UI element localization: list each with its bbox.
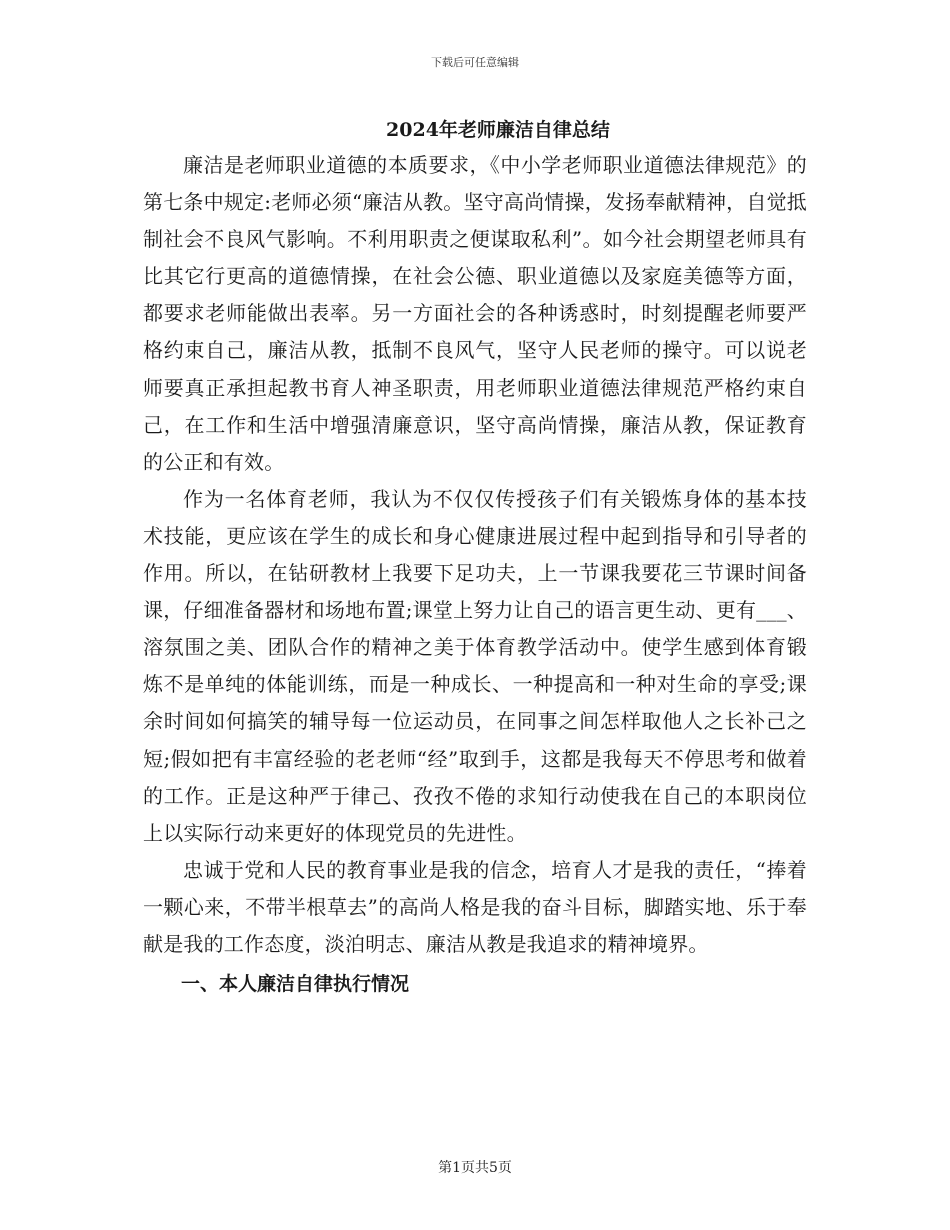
page-header-note: 下载后可任意编辑 [431,56,519,69]
paragraph-3: 忠诚于党和人民的教育事业是我的信念，培育人才是我的责任，“捧着一颗心来，不带半根草去”的高尚人格是我的奋斗目标，脚踏实地、乐于奉献是我的工作态度，淡泊明志、廉洁从教是我追求的精神境界。 [143,857,807,956]
document-body [143,147,807,1003]
paragraph-1: 廉洁是老师职业道德的本质要求，《中小学老师职业道德法律规范》的第七条中规定:老师必须“廉洁从教。坚守高尚情操，发扬奉献精神，自觉抵制社会不良风气影响。不利用职责之便谋取私利”。如今社会期望老师具有比其它行更高的道德情操，在社会公德、职业道德以及家庭美德等方面，都要求老师能做出表率。另一方面社会的各种诱惑时，时刻提醒老师要严格约束自己，廉洁从教，抵制不良风气，坚守人民老师的操守。可以说老师要真正承担起教书育人神圣职责，用老师职业道德法律规范严格约束自己，在工作和生活中增强清廉意识，坚守高尚情操，廉洁从教，保证教育的公正和有效。 [143,153,807,474]
section-heading: 一、本人廉洁自律执行情况 [181,973,410,996]
document-title: 2024年老师廉洁自律总结 [386,119,610,141]
paragraph-2: 作为一名体育老师，我认为不仅仅传授孩子们有关锻炼身体的基本技术技能，更应该在学生的成长和身心健康进展过程中起到指导和引导者的作用。所以，在钻研教材上我要下足功夫，上一节课我要花三节课时间备课，仔细准备器材和场地布置;课堂上努力让自己的语言更生动、更有___、溶氛围之美、团队合作的精神之美于体育教学活动中。使学生感到体育锻炼不是单纯的体能训练，而是一种成长、一种提高和一种对生命的享受;课余时间如何搞笑的辅导每一位运动员，在同事之间怎样取他人之长补己之短;假如把有丰富经验的老老师“经”取到手，这都是我每天不停思考和做着的工作。正是这种严于律己、孜孜不倦的求知行动使我在自己的本职岗位上以实际行动来更好的体现党员的先进性。 [143,486,807,845]
page-number: 第1页共5页 [438,1160,512,1176]
